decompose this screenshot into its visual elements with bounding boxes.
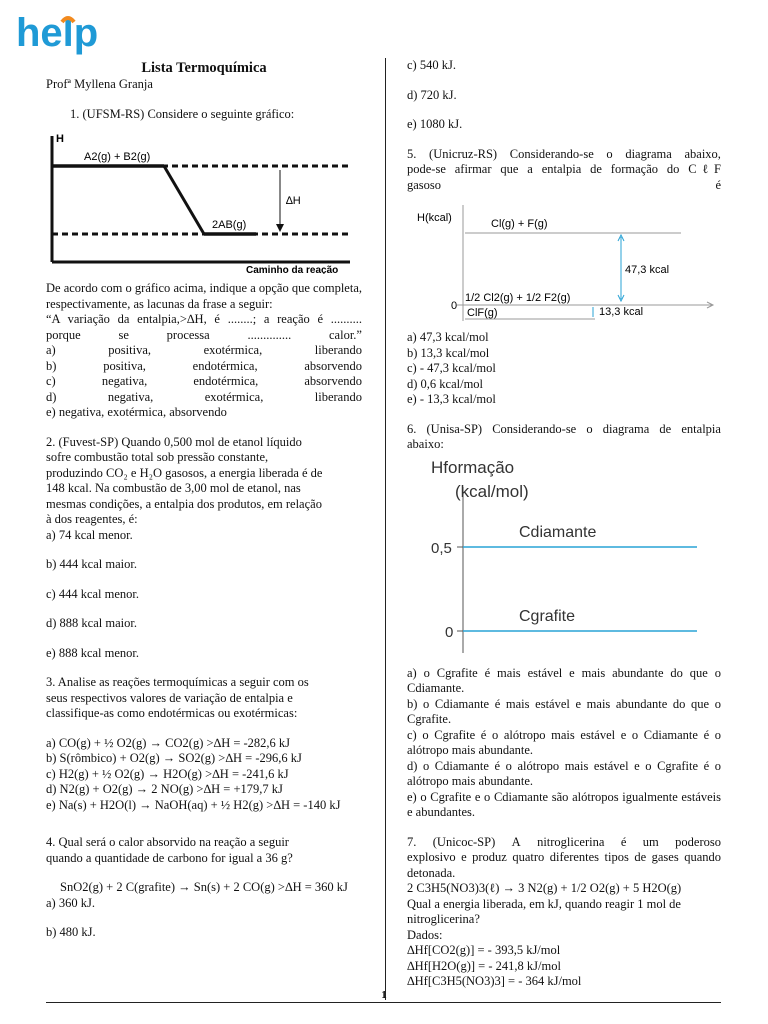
q7-data-label: Dados:: [407, 927, 443, 942]
q5-mid-label: 1/2 Cl2(g) + 1/2 F2(g): [465, 292, 571, 304]
page-title: Lista Termoquímica: [141, 60, 267, 76]
q7-data-item: ∆Hf[H2O(g)] = - 241,8 kJ/mol: [407, 958, 561, 973]
q6-y-unit: (kcal/mol): [455, 481, 529, 501]
q1-x-label: Caminho da reação: [246, 265, 339, 274]
left-column: [46, 56, 362, 941]
q1-option-a: a) positiva, exotérmica, liberando: [46, 343, 362, 357]
q1-option-b: b) positiva, endotérmica, absorvendo: [46, 358, 362, 373]
q5-zero: 0: [451, 300, 458, 312]
q1-delta-label: ∆H: [286, 195, 301, 207]
q7-data-item: ∆Hf[CO2(g)] = - 393,5 kJ/mol: [407, 943, 561, 957]
q5-y-label: H(kcal): [417, 212, 452, 224]
q3-reaction: e) Na(s) + H2O(l) → NaOH(aq) + ½ H2(g) >∆H = -140 kJ: [46, 797, 341, 812]
q4-option-c: c) 540 kJ.: [407, 58, 456, 72]
q2-option-e: e) 888 kcal menor.: [46, 645, 140, 660]
q3-reaction: a) CO(g) + ½ O2(g) → CO2(g) >∆H = -282,6 kJ: [46, 735, 291, 750]
q3-reaction: d) N2(g) + O2(g) → 2 NO(g) >∆H = +179,7 kJ: [46, 782, 283, 796]
q5-option-e: e) - 13,3 kcal/mol: [407, 392, 496, 406]
q4-text: 4. Qual será o calor absorvido na reação a seguir quando a quantidade de carbono for igual a 36 g?: [46, 835, 293, 865]
q5-option-d: d) 0,6 kcal/mol: [407, 376, 484, 391]
q6-option-e: e) o Cgrafite e o Cdiamante são alótropos igualmente estáveis e abundantes.: [407, 789, 721, 819]
q6-option-d: d) o Cdiamante é o alótropo mais estável e o Cgrafite é o alótropo mais abundante.: [407, 758, 721, 788]
q1-option-d: d) negativa, exotérmica, liberando: [46, 389, 362, 404]
q6-upper-label: Cdiamante: [519, 523, 597, 541]
q7-data-item: ∆Hf[C3H5(NO3)3] = - 364 kJ/mol: [407, 974, 582, 988]
q1-bottom-label: 2AB(g): [212, 219, 247, 231]
q1-transition: [164, 166, 204, 234]
q5-text-3: gasoso é: [407, 177, 721, 192]
q4-option-e: e) 1080 kJ.: [407, 117, 463, 131]
help-logo: [16, 8, 126, 58]
q1-option-e: e) negativa, exotérmica, absorvendo: [46, 405, 227, 419]
q6-option-c: c) o Cgrafite é o alótropo mais estável e o Cdiamante é o alótropo mais abundante.: [407, 727, 721, 757]
q5-option-b: b) 13,3 kcal/mol: [407, 345, 490, 360]
q5-bottom-label: ClF(g): [467, 307, 498, 319]
q6-lower-value: 0: [445, 623, 454, 641]
q5-text-2: pode-se afirmar que a entalpia de formação do CℓF: [407, 162, 721, 176]
footer-line: [46, 1002, 721, 1003]
q6-y-title: Hformação: [431, 457, 515, 477]
q1-graph: [46, 124, 362, 274]
q1-intro: 1. (UFSM-RS) Considere o seguinte gráfico:: [70, 106, 295, 121]
q1-y-label: H: [56, 133, 64, 145]
q4-option-b: b) 480 kJ.: [46, 925, 96, 939]
teacher-name: Profª Myllena Granja: [46, 77, 153, 91]
q5-diagram: [407, 195, 721, 323]
q5-value-2: 13,3 kcal: [599, 306, 644, 318]
q7-text-2: explosivo e produz quatro diferentes tipos de gases quando detonada.: [407, 850, 721, 880]
q5-value-1: 47,3 kcal: [625, 264, 670, 276]
q2-option-d: d) 888 kcal maior.: [46, 616, 137, 630]
q2-text: 2. (Fuvest-SP) Quando 0,500 mol de etanol líquido sofre combustão total sob pressão constante, produzindo CO₂ e H₂O gasosos, a energia liberada é de 148 kcal. Na combustão de 3,00 mol de etanol, nas mesmas condições, a entalpia dos produtos, em relação à dos reagentes, é:: [46, 434, 323, 526]
q6-upper-value: 0,5: [431, 539, 452, 557]
q1-top-label: A2(g) + B2(g): [84, 151, 151, 163]
q3-reaction: b) S(rômbico) + O2(g) → SO2(g) >∆H = -296,6 kJ: [46, 751, 302, 765]
q5-option-c: c) - 47,3 kcal/mol: [407, 361, 496, 375]
q4-option-a: a) 360 kJ.: [46, 895, 95, 910]
q6-diagram: [407, 453, 721, 659]
logo-text: help: [16, 11, 99, 55]
q1-text-3: porque se processa .............. calor.”: [46, 327, 362, 342]
q1-text-2: “A variação da entalpia,>∆H, é ........; a reação é ..........: [46, 312, 362, 326]
q6-text-2: abaixo:: [407, 437, 444, 451]
q2-option-c: c) 444 kcal menor.: [46, 586, 140, 601]
q6-option-b: b) o Cdiamante é mais estável e mais abundante do que o Cgrafite.: [407, 696, 721, 726]
q3-text: 3. Analise as reações termoquímicas a seguir com os seus respectivos valores de variação de entalpia e classifique-as como endotérmicas ou exotérmicas:: [46, 675, 309, 720]
q1-text: De acordo com o gráfico acima, indique a opção que completa, respectivamente, as lacunas da frase a seguir:: [46, 281, 362, 311]
q5-option-a: a) 47,3 kcal/mol: [407, 330, 489, 344]
right-column: [407, 56, 721, 990]
q6-option-a: a) o Cgrafite é mais estável e mais abundante do que o Cdiamante.: [407, 665, 721, 695]
q7-equation: 2 C3H5(NO3)3(ℓ) → 3 N2(g) + 1/2 O2(g) + 5 H2O(g): [407, 881, 682, 895]
q1-arrowhead: [276, 224, 284, 232]
q4-equation: SnO2(g) + 2 C(grafite) → Sn(s) + 2 CO(g) >∆H = 360 kJ: [60, 880, 348, 894]
q6-text: 6. (Unisa-SP) Considerando-se o diagrama de entalpia: [407, 421, 721, 436]
q1-option-c: c) negativa, endotérmica, absorvendo: [46, 374, 362, 388]
page-number: 1: [381, 989, 387, 1001]
q7-text: 7. (Unicoc-SP) A nitroglicerina é um poderoso: [407, 834, 721, 849]
q3-reaction: c) H2(g) + ½ O2(g) → H2O(g) >∆H = -241,6 kJ: [46, 766, 289, 781]
q6-lower-label: Cgrafite: [519, 607, 576, 625]
q5-top-label: Cl(g) + F(g): [491, 218, 548, 230]
q2-option-b: b) 444 kcal maior.: [46, 557, 137, 571]
q5-text: 5. (Unicruz-RS) Considerando-se o diagrama abaixo,: [407, 146, 721, 161]
q7-question: Qual a energia liberada, em kJ, quando reagir 1 mol de nitroglicerina?: [407, 896, 681, 926]
q4-option-d: d) 720 kJ.: [407, 87, 457, 102]
q2-option-a: a) 74 kcal menor.: [46, 527, 133, 542]
column-divider: [385, 58, 386, 1000]
q3-reactions: [46, 736, 362, 814]
